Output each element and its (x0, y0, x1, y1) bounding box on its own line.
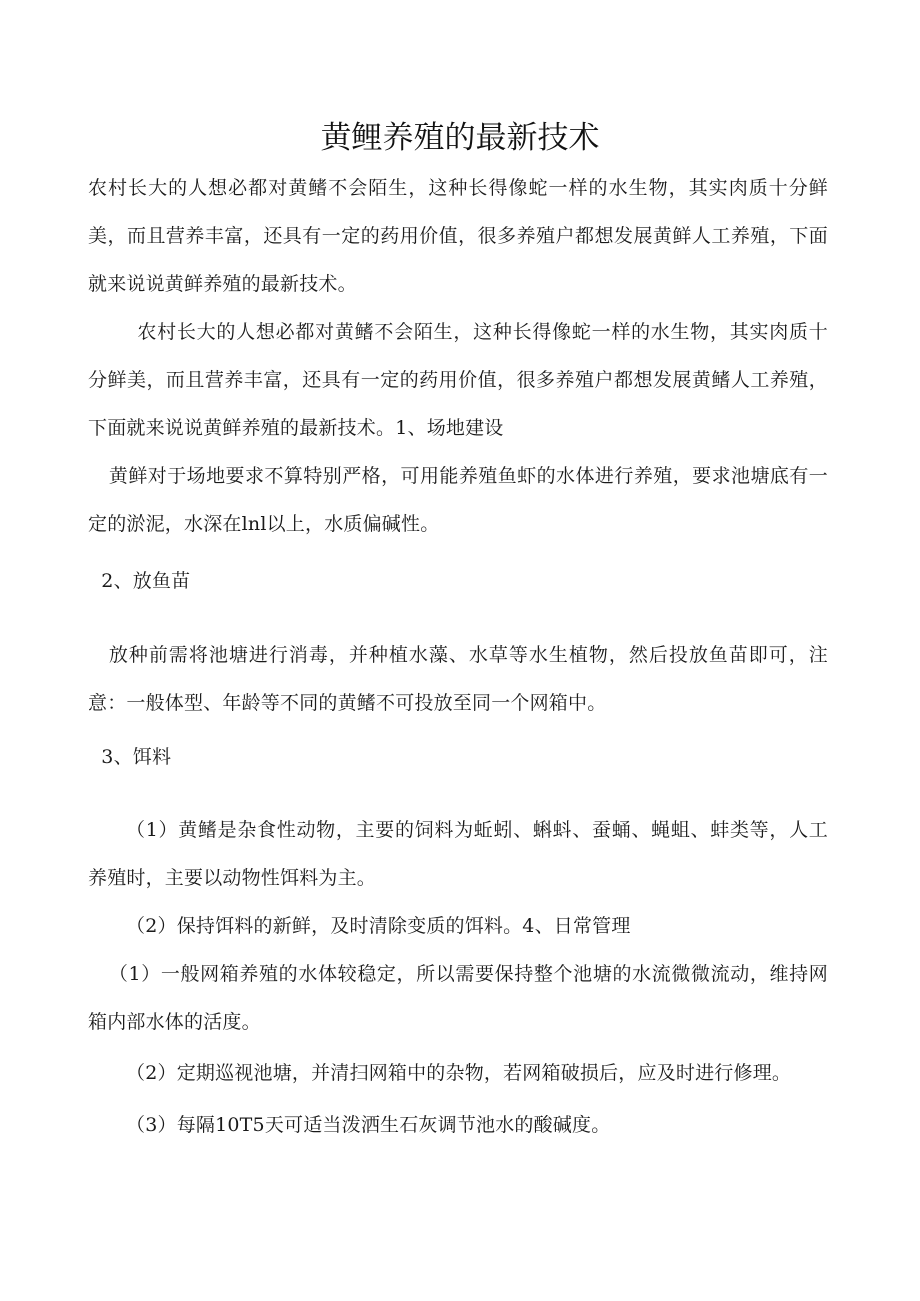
document-title: 黄鲤养殖的最新技术 (320, 120, 600, 156)
paragraph-feed-1: （1）黄鳍是杂食性动物，主要的饲料为蚯蚓、蝌蚪、蚕蛹、蝇蛆、蚌类等，人工养殖时，主要以动物性饵料为主。 (88, 819, 828, 889)
paragraph-management-2: （2）定期巡视池塘，并清扫网箱中的杂物，若网箱破损后，应及时进行修理。 (126, 1062, 792, 1084)
paragraph-site: 黄鲜对于场地要求不算特别严格，可用能养殖鱼虾的水体进行养殖，要求池塘底有一定的淤泥，水深在lnl以上，水质偏碱性。 (88, 465, 828, 535)
paragraph-management-1: （1）一般网箱养殖的水体较稳定，所以需要保持整个池塘的水流微微流动，维持网箱内部水体的活度。 (88, 963, 828, 1033)
heading-stocking: 2、放鱼苗 (101, 570, 191, 592)
paragraph-feed-2: （2）保持饵料的新鲜，及时清除变质的饵料。4、日常管理 (126, 915, 631, 937)
paragraph-intro-repeat: 农村长大的人想必都对黄鳍不会陌生，这种长得像蛇一样的水生物，其实肉质十分鲜美，而且营养丰富，还具有一定的药用价值，很多养殖户都想发展黄鳍人工养殖，下面就来说说黄鲜养殖的最新技术。1、场地建设 (88, 321, 828, 439)
paragraph-stocking: 放种前需将池塘进行消毒，并种植水藻、水草等水生植物，然后投放鱼苗即可，注意：一般体型、年龄等不同的黄鳍不可投放至同一个网箱中。 (88, 644, 828, 714)
heading-feed: 3、饵料 (101, 746, 172, 768)
paragraph-management-3: （3）每隔10T5天可适当泼洒生石灰调节池水的酸碱度。 (126, 1114, 611, 1136)
paragraph-intro: 农村长大的人想必都对黄鳍不会陌生，这种长得像蛇一样的水生物，其实肉质十分鲜美，而且营养丰富，还具有一定的药用价值，很多养殖户都想发展黄鲜人工养殖，下面就来说说黄鲜养殖的最新技术。 (88, 177, 828, 295)
